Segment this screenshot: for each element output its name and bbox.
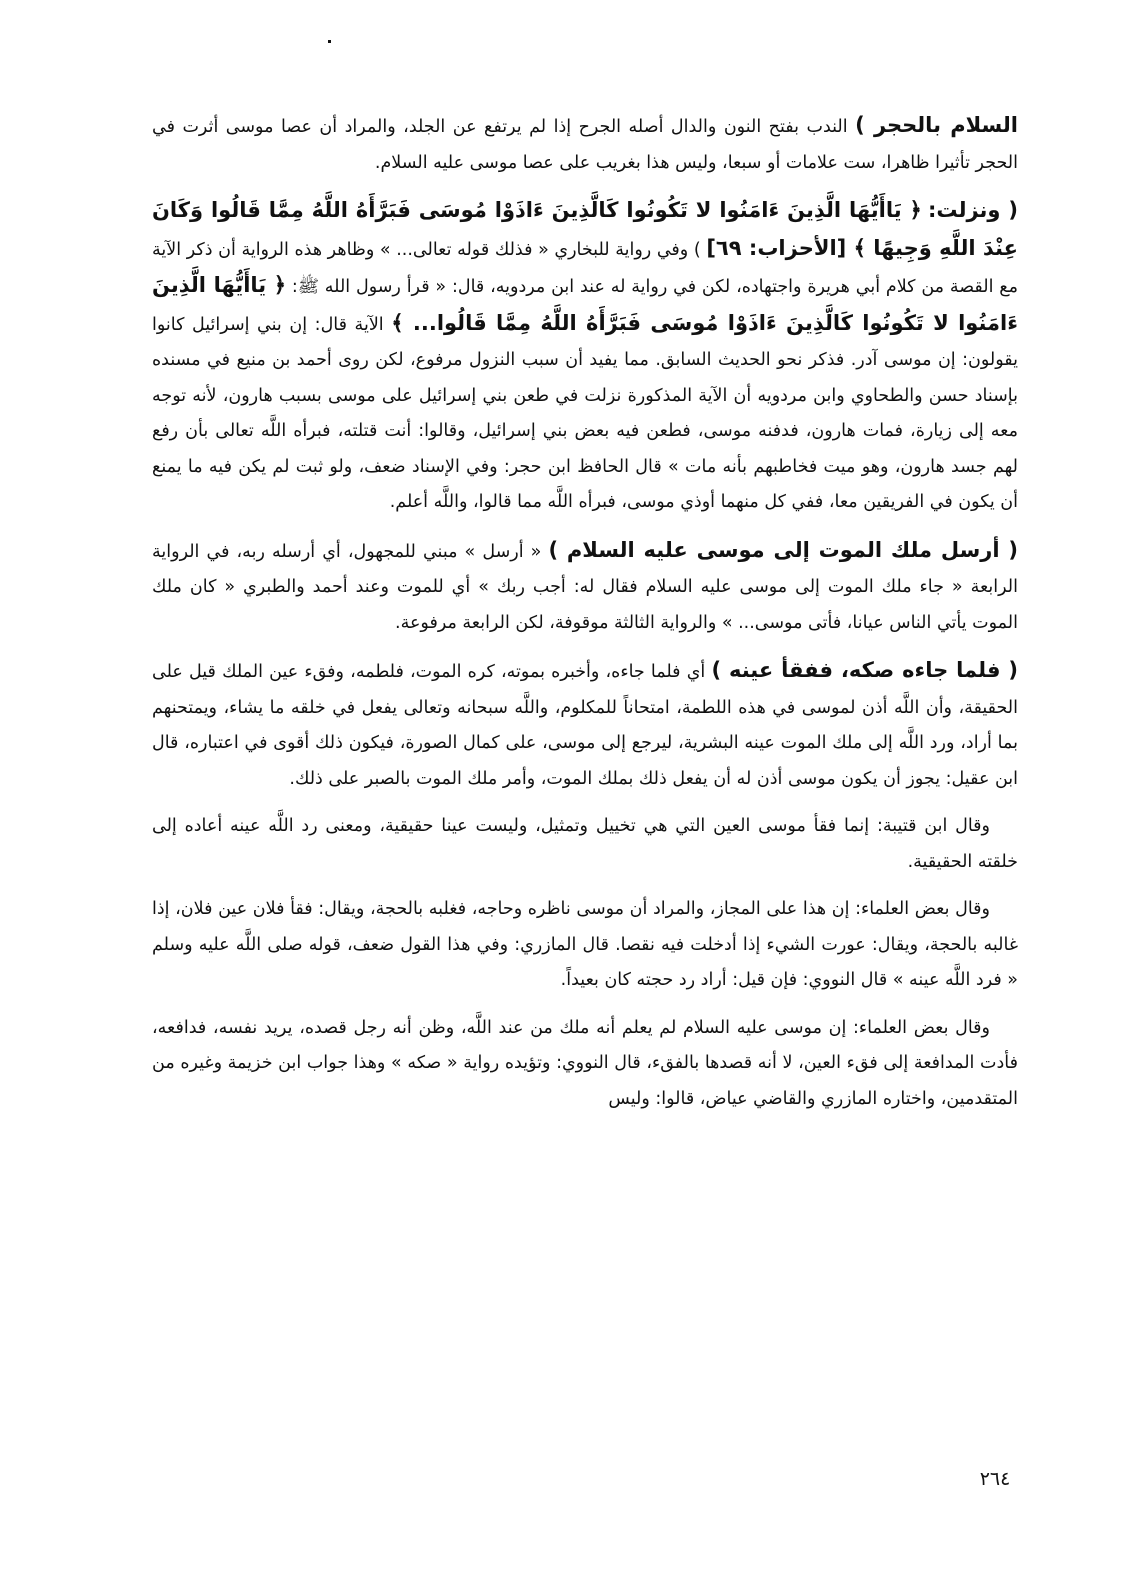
- heading: ( أرسل ملك الموت إلى موسى عليه السلام ): [548, 537, 1018, 562]
- paragraph-revelation: [152, 193, 1018, 521]
- paragraph-stone-mark: [152, 108, 1018, 181]
- paragraph-text: « أرسل » مبني للمجهول، أي أرسله ربه، في الرواية الرابعة « جاء ملك الموت إلى موسى عليه السلام فقال له: أجب ربك » أي للموت وعند أحمد والطبري « كان ملك الموت يأتي الناس عيانا، فأتى موسى... » والرواية الثالثة موقوفة، لكن الرابعة مرفوعة.: [152, 541, 1018, 633]
- page-number: ٢٦٤: [979, 1468, 1011, 1490]
- paragraph-text: الندب بفتح النون والدال أصله الجرح إذا لم يرتفع عن الجلد، والمراد أن عصا موسى أثرت في الحجر تأثيرا ظاهرا، ست علامات أو سبعا، وليس هذا بغريب على عصا موسى عليه السلام.: [152, 117, 1018, 173]
- heading: ( فلما جاءه صكه، ففقأ عينه ): [711, 658, 1018, 682]
- heading-tail: السلام بالحجر ): [855, 113, 1018, 137]
- scan-speck: [328, 40, 331, 43]
- paragraph-slap: [152, 653, 1018, 797]
- paragraph-angel-sent: [152, 533, 1018, 642]
- paragraph-text: وقال بعض العلماء: إن موسى عليه السلام لم يعلم أنه ملك من عند اللَّه، وظن أنه رجل قصده، يريد نفسه، فدافعه، فأدت المدافعة إلى فقء العين، لا أنه قصدها بالفقء، قال النووي: وتؤيده رواية « صكه » وهذا جواب ابن خزيمة وغيره من المتقدمين، واختاره المازري والقاضي عياض، قالوا: وليس: [152, 1017, 1018, 1109]
- paragraph-text: وقال بعض العلماء: إن هذا على المجاز، والمراد أن موسى ناظره وحاجه، فغلبه بالحجة، ويقال: فقأ فلان عين فلان، إذا غالبه بالحجة، ويقال: عورت الشيء إذا أدخلت فيه نقصا. قال المازري: وفي هذا القول ضعف، قوله صلى اللَّه عليه وسلم « فرد اللَّه عينه » قال النووي: فإن قيل: أراد رد حجته كان بعيداً.: [152, 899, 1018, 990]
- heading: ( ونزلت:: [927, 198, 1018, 222]
- paragraph-ibn-qutaybah: [152, 809, 1018, 880]
- paragraph-text: ) وفي رواية للبخاري « فذلك قوله تعالى... » وظاهر هذه الرواية أن ذكر الآية مع القصة من كلام أبي هريرة واجتهاده، لكن في رواية له عند ابن مردويه، قال: « قرأ رسول الله ﷺ:: [152, 239, 1018, 297]
- paragraph-text: أي فلما جاءه، وأخبره بموته، كره الموت، فلطمه، وفقء عين الملك قيل على الحقيقة، وأن اللَّه أذن لموسى في هذه اللطمة، امتحاناً للمكلوم، واللَّه سبحانه وتعالى يفعل في خلقه ما يشاء، ويمتحنهم بما أراد، ورد اللَّه إلى ملك الموت عينه البشرية، ليرجع إلى موسى، على كمال الصورة، فيكون ذلك أقوى في اعتباره، قال ابن عقيل: يجوز أن يكون موسى أذن له أن يفعل ذلك بملك الموت، وأمر ملك الموت بالصبر على ذلك.: [152, 662, 1018, 789]
- quran-verse: ﴿ يَاأَيُّهَا الَّذِينَ ءَامَنُوا لا تَكُونُوا كَالَّذِينَ ءَاذَوْا مُوسَى فَبَرَّأَهُ اللَّهُ مِمَّا قَالُوا وَكَانَ عِنْدَ اللَّهِ وَجِيهًا ﴾ [الأحزاب: ٦٩]: [152, 198, 1018, 260]
- paragraph-majaz: [152, 892, 1018, 999]
- paragraph-defense: [152, 1011, 1018, 1118]
- quran-verse-2: ﴿ يَاأَيُّهَا الَّذِينَ ءَامَنُوا لا تَكُونُوا كَالَّذِينَ ءَاذَوْا مُوسَى فَبَرَّأَهُ اللَّهُ مِمَّا قَالُوا... ﴾: [152, 273, 1018, 335]
- paragraph-text: وقال ابن قتيبة: إنما فقأ موسى العين التي هي تخييل وتمثيل، وليست عينا حقيقية، ومعنى رد اللَّه عينه أعاده إلى خلقته الحقيقية.: [152, 816, 1018, 872]
- paragraph-text-2: الآية قال: إن بني إسرائيل كانوا يقولون: إن موسى آدر. فذكر نحو الحديث السابق. مما يفيد أن سبب النزول مرفوع، لكن روى أحمد بن منيع في مسنده بإسناد حسن والطحاوي وابن مردويه أن الآية المذكورة نزلت في طعن بني إسرائيل على موسى بسبب هارون، لأنه توجه معه إلى زيارة، فمات هارون، فدفنه موسى، فطعن فيه بعض بني إسرائيل، وقالوا: أنت قتلته، فبرأه اللَّه تعالى بأن رفع لهم جسد هارون، وهو ميت فخاطبهم بأنه مات » قال الحافظ ابن حجر: وفي الإسناد ضعف، ولو ثبت لم يكن فيه ما يمنع أن يكون في الفريقين معا، ففي كل منهما أوذي موسى، فبرأه اللَّه مما قالوا، واللَّه أعلم.: [152, 314, 1018, 512]
- document-page: [152, 108, 1018, 1117]
